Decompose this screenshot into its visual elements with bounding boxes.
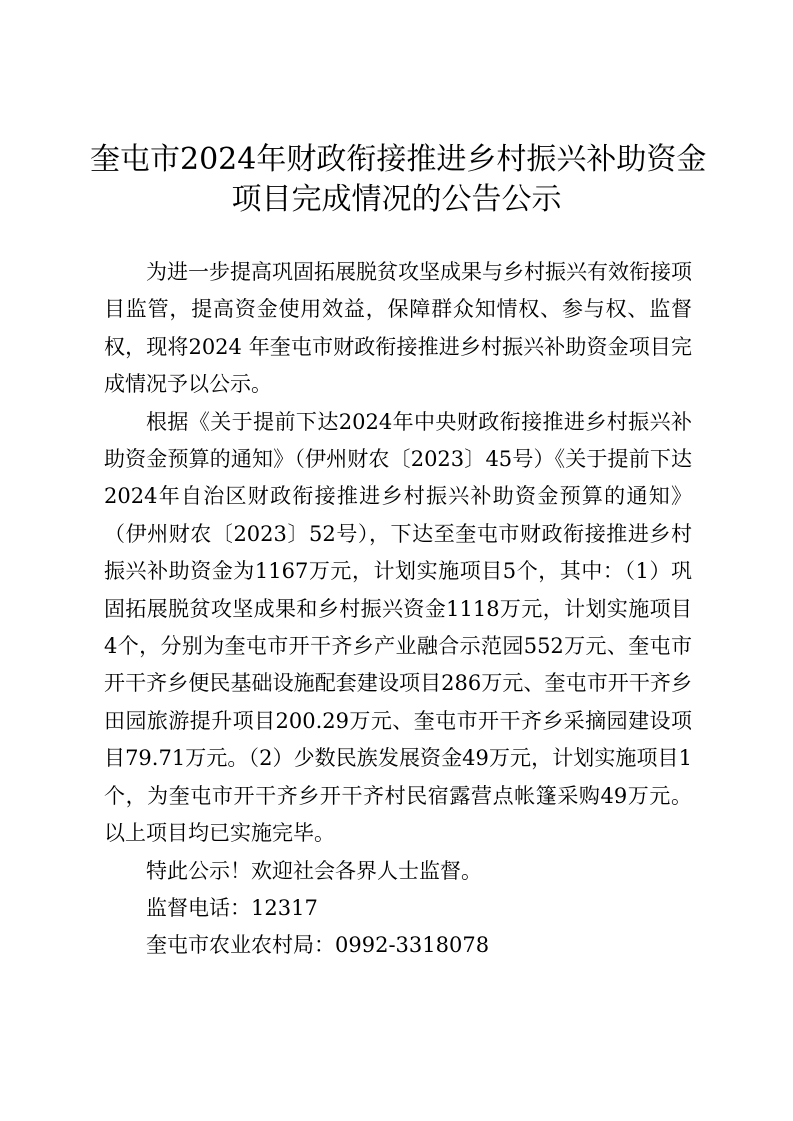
page-title-line-1: 奎屯市2024年财政衔接推进乡村振兴补助资金 [90, 142, 707, 177]
funding-paragraph: 根据《关于提前下达2024年中央财政衔接推进乡村振兴补助资金预算的通知》（伊州财农〔2023〕45号）《关于提前下达2024年自治区财政衔接推进乡村振兴补助资金预算的通知》（伊州财农〔2023〕52号），下达至奎屯市财政衔接推进乡村振兴补助资金为1167万元，计划实施项目5个，其中：（1）巩固拓展脱贫攻坚成果和乡村振兴资金1118万元，计划实施项目4个，分别为奎屯市开干齐乡产业融合示范园552万元、奎屯市开干齐乡便民基础设施配套建设项目286万元、奎屯市开干齐乡田园旅游提升项目200.29万元、奎屯市开干齐乡采摘园建设项目79.71万元。（2）少数民族发展资金49万元，计划实施项目1个，为奎屯市开干齐乡开干齐村民宿露营点帐篷采购49万元。以上项目均已实施完毕。 [104, 409, 692, 846]
intro-paragraph: 为进一步提高巩固拓展脱贫攻坚成果与乡村振兴有效衔接项目监管，提高资金使用效益，保障群众知情权、参与权、监督权，现将2024 年奎屯市财政衔接推进乡村振兴补助资金项目完成情况予以公示。 [104, 260, 692, 397]
notice-body [104, 254, 692, 965]
page-title-line-2: 项目完成情况的公告公示 [231, 182, 562, 217]
closing-statement: 特此公示！欢迎社会各界人士监督。 [146, 858, 482, 883]
supervision-hotline: 监督电话：12317 [146, 895, 318, 920]
contact-line: 奎屯市农业农村局：0992-3318078 [146, 933, 490, 958]
